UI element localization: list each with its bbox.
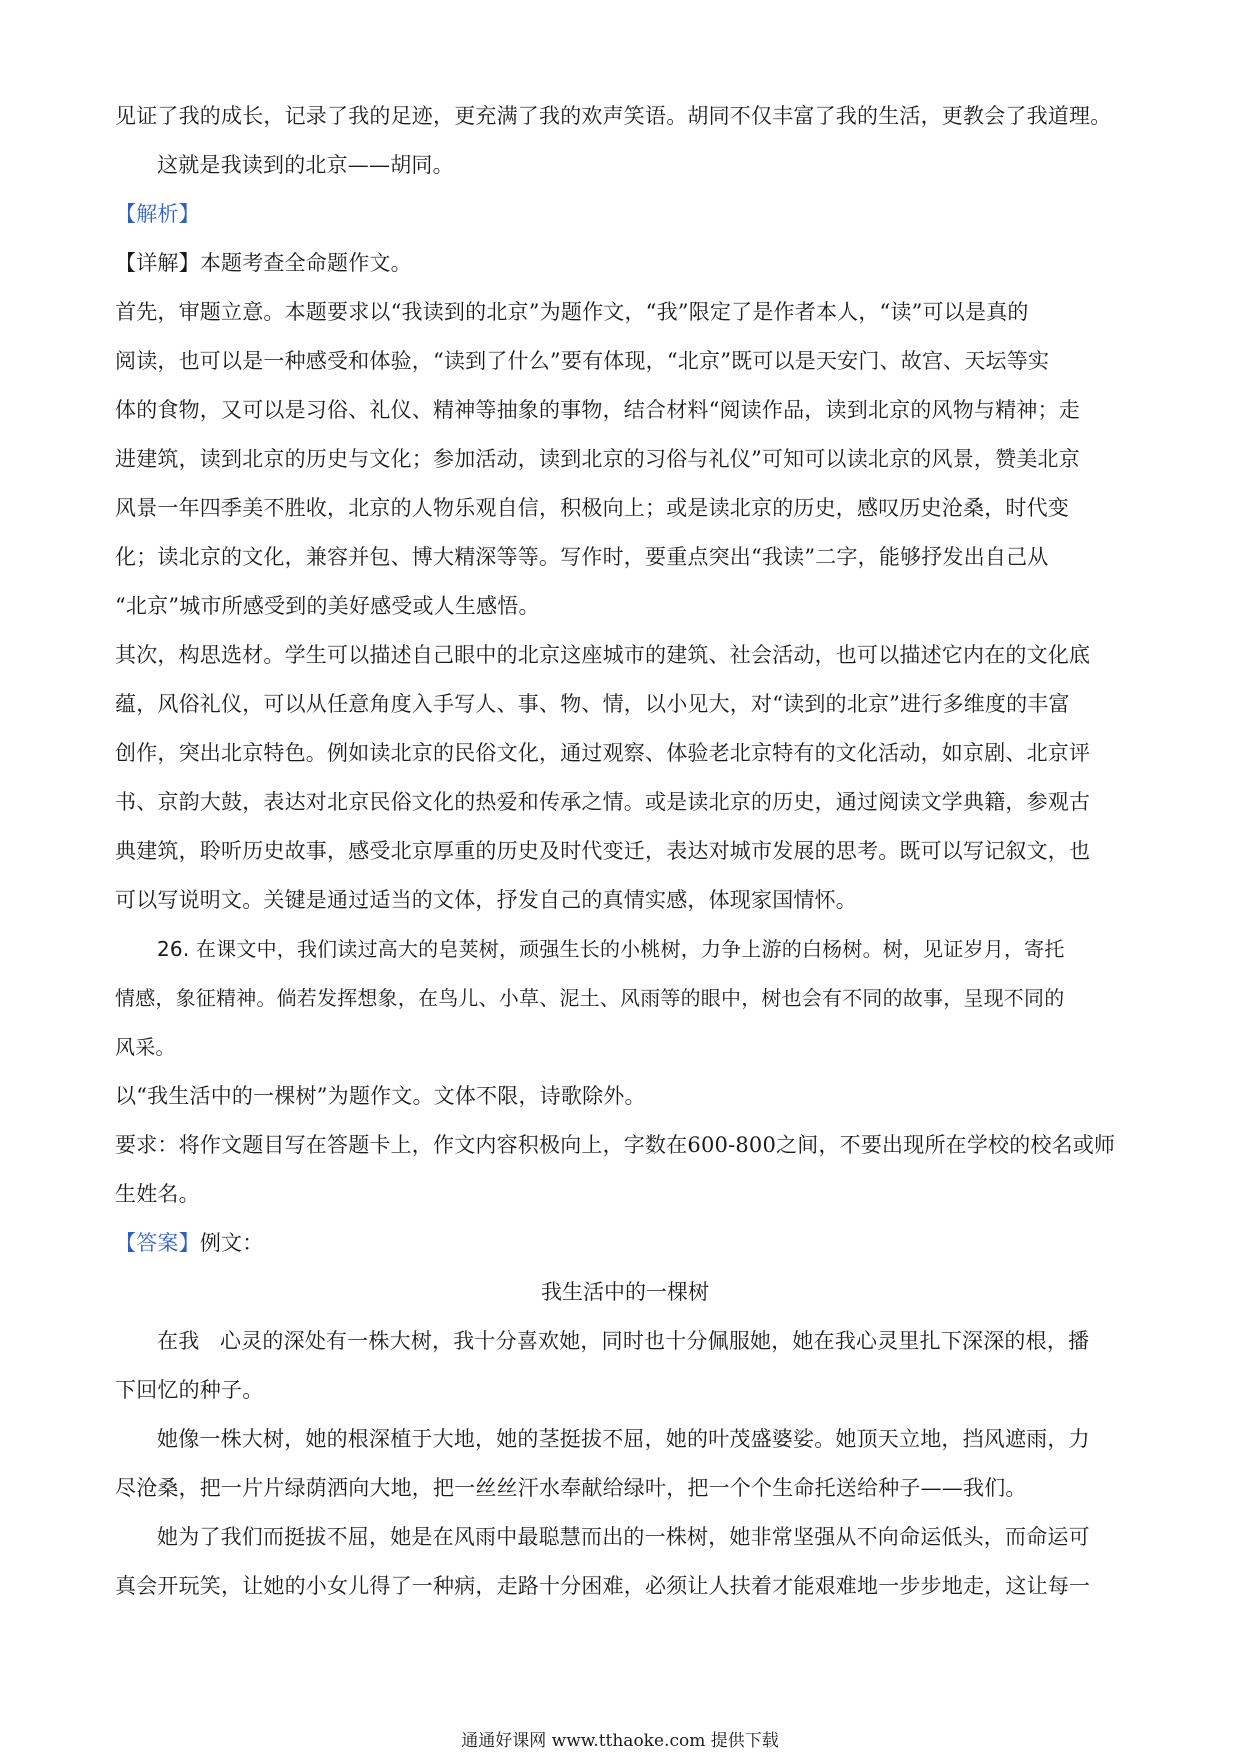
analysis-para1-line: “北京”城市所感受到的美好感受或人生感悟。 (115, 594, 540, 618)
essay-paragraph-line: 真会开玩笑，让她的小女儿得了一种病，走路十分困难，必须让人扶着才能艰难地一步步地走，这让每一 (115, 1574, 1091, 1598)
analysis-para2-line: 其次，构思选材。学生可以描述自己眼中的北京这座城市的建筑、社会活动，也可以描述它内在的文化底 (115, 643, 1091, 667)
answer-text: 例文： (199, 1231, 264, 1255)
question-26-requirements-line: 要求：将作文题目写在答题卡上，作文内容积极向上，字数在600-800之间，不要出现所在学校的校名或师 (115, 1133, 1116, 1157)
question-26-requirements-line: 生姓名。 (115, 1182, 200, 1206)
analysis-para2-line: 书、京韵大鼓，表达对北京民俗文化的热爱和传承之情。或是读北京的历史，通过阅读文学典籍，参观古 (115, 790, 1091, 814)
essay-paragraph-line: 尽沧桑，把一片片绿荫洒向大地，把一丝丝汗水奉献给绿叶，把一个个生命托送给种子——我们。 (115, 1476, 1027, 1500)
answer-label: 【答案】 (115, 1231, 200, 1255)
analysis-para1-line: 化；读北京的文化，兼容并包、博大精深等等。写作时，要重点突出“我读”二字，能够抒发出自己从 (115, 545, 1049, 569)
detail-heading (115, 239, 1135, 288)
question-26-line: 情感，象征精神。倘若发挥想象，在鸟儿、小草、泥土、风雨等的眼中，树也会有不同的故事，呈现不同的 (115, 986, 1065, 1010)
question-26-prompt: 以“我生活中的一棵树”为题作文。文体不限，诗歌除外。 (115, 1084, 646, 1108)
analysis-para2-line: 典建筑，聆听历史故事，感受北京厚重的历史及时代变迁，表达对城市发展的思考。既可以写记叙文，也 (115, 839, 1091, 863)
analysis-para1-line: 风景一年四季美不胜收，北京的人物乐观自信，积极向上；或是读北京的历史，感叹历史沧桑，时代变 (115, 496, 1069, 520)
essay-closing-line-1: 见证了我的成长，记录了我的足迹，更充满了我的欢声笑语。胡同不仅丰富了我的生活，更教会了我道理。 (115, 104, 1112, 128)
analysis-para2-line: 蕴，风俗礼仪，可以从任意角度入手写人、事、物、情，以小见大，对“读到的北京”进行多维度的丰富 (115, 692, 1070, 716)
answer-heading (115, 1219, 1135, 1268)
essay-paragraph-line: 下回忆的种子。 (115, 1378, 264, 1402)
document-page (115, 92, 1135, 1611)
essay-title: 我生活中的一棵树 (541, 1280, 709, 1304)
essay-paragraph-line: 在我 心灵的深处有一株大树，我十分喜欢她，同时也十分佩服她，她在我心灵里扎下深深的根，播 (157, 1329, 1090, 1353)
detail-text: 本题考查全命题作文。 (199, 251, 412, 275)
analysis-para1-line: 阅读，也可以是一种感受和体验，“读到了什么”要有体现，“北京”既可以是天安门、故宫、天坛等实 (115, 349, 1050, 373)
detail-label: 【详解】 (115, 251, 200, 275)
page-footer: 通通好课网 www.tthaoke.com 提供下载 (461, 1731, 779, 1751)
analysis-para2-line: 可以写说明文。关键是通过适当的文体，抒发自己的真情实感，体现家国情怀。 (115, 888, 857, 912)
essay-paragraph-line: 她像一株大树，她的根深植于大地，她的茎挺拔不屈，她的叶茂盛婆娑。她顶天立地，挡风遮雨，力 (157, 1427, 1090, 1451)
analysis-label: 【解析】 (115, 202, 200, 226)
analysis-para1-line: 体的食物，又可以是习俗、礼仪、精神等抽象的事物，结合材料“阅读作品，读到北京的风物与精神；走 (115, 398, 1080, 422)
question-26-line: 风采。 (115, 1035, 176, 1059)
essay-paragraph-line: 她为了我们而挺拔不屈，她是在风雨中最聪慧而出的一株树，她非常坚强从不向命运低头，而命运可 (157, 1525, 1090, 1549)
analysis-para1-line: 进建筑，读到北京的历史与文化；参加活动，读到北京的习俗与礼仪”可知可以读北京的风景，赞美北京 (115, 447, 1080, 471)
analysis-para1-line: 首先，审题立意。本题要求以“我读到的北京”为题作文，“我”限定了是作者本人，“读”可以是真的 (115, 300, 1029, 324)
analysis-para2-line: 创作，突出北京特色。例如读北京的民俗文化，通过观察、体验老北京特有的文化活动，如京剧、北京评 (115, 741, 1091, 765)
question-26-line: 26. 在课文中，我们读过高大的皂荚树，顽强生长的小桃树，力争上游的白杨树。树，见证岁月，寄托 (157, 937, 1065, 961)
essay-closing-line-2: 这就是我读到的北京——胡同。 (157, 153, 454, 177)
